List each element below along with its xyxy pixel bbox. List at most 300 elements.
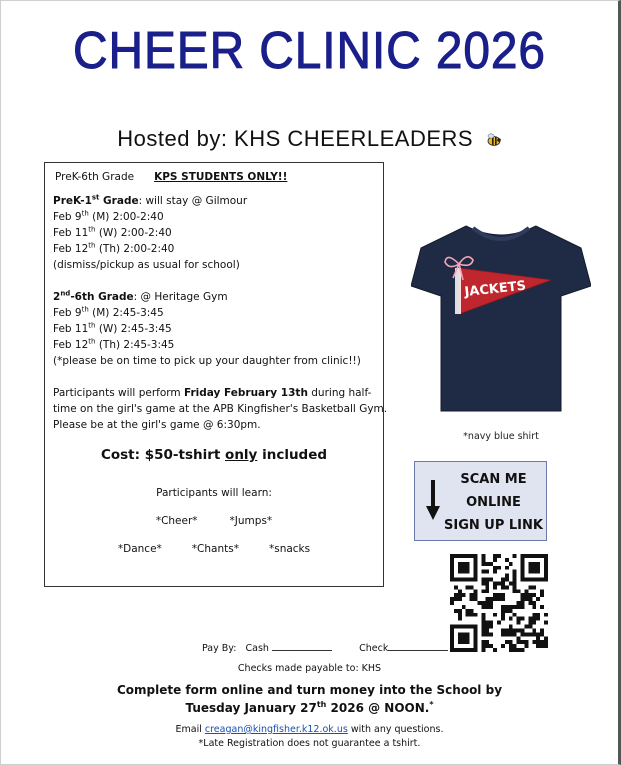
qr-module <box>536 632 540 636</box>
qr-module <box>462 593 466 597</box>
learn-item: *Chants* <box>191 543 239 555</box>
qr-module <box>540 644 544 648</box>
hosted-by <box>1 126 618 152</box>
qr-module <box>540 589 544 593</box>
deadline-star: * <box>429 700 434 709</box>
qr-module <box>474 613 478 617</box>
qr-module <box>493 593 497 597</box>
qr-module <box>521 632 525 636</box>
qr-module <box>536 644 540 648</box>
qr-module <box>528 621 532 625</box>
qr-module <box>474 628 478 632</box>
qr-module <box>470 597 474 601</box>
group2-heading-rest: : @ Heritage Gym <box>133 291 228 303</box>
qr-module <box>462 625 466 629</box>
qr-module <box>524 640 528 644</box>
qr-module <box>485 601 489 605</box>
qr-module <box>470 625 474 629</box>
qr-module <box>462 562 466 566</box>
qr-module <box>458 562 462 566</box>
qr-module <box>450 554 454 558</box>
qr-module <box>501 605 505 609</box>
qr-module <box>505 640 509 644</box>
qr-module <box>450 562 454 566</box>
qr-module <box>513 589 517 593</box>
qr-module <box>509 625 513 629</box>
session-time: (W) 2:00-2:40 <box>95 227 172 239</box>
qr-module <box>517 648 521 652</box>
qr-module <box>532 613 536 617</box>
qr-module <box>493 648 497 652</box>
qr-module <box>454 597 458 601</box>
qr-module <box>462 636 466 640</box>
session-date: Feb 12 <box>53 243 89 255</box>
qr-module <box>485 628 489 632</box>
qr-module <box>501 578 505 582</box>
qr-module <box>540 554 544 558</box>
group2-heading-bold: 2 <box>53 291 61 303</box>
info-box <box>44 162 388 587</box>
qr-module <box>521 617 525 621</box>
qr-module <box>497 581 501 585</box>
qr-module <box>517 601 521 605</box>
qr-module <box>540 628 544 632</box>
session-time: (M) 2:45-3:45 <box>88 307 164 319</box>
qr-module <box>513 632 517 636</box>
group1-session <box>53 241 375 257</box>
qr-module <box>524 632 528 636</box>
qr-module <box>481 625 485 629</box>
deadline-post: 2026 @ NOON. <box>326 701 430 715</box>
group1-session <box>53 225 375 241</box>
group2-heading <box>53 289 375 305</box>
perform-pre: Participants will perform <box>53 387 184 399</box>
qr-module <box>458 625 462 629</box>
qr-module <box>532 593 536 597</box>
group1-heading-bold: PreK-1 <box>53 195 92 207</box>
session-time: (Th) 2:45-3:45 <box>95 339 175 351</box>
qr-module <box>544 558 548 562</box>
qr-module <box>528 597 532 601</box>
perform-line1 <box>53 385 375 401</box>
qr-module <box>505 605 509 609</box>
qr-module <box>544 574 548 578</box>
qr-module <box>474 562 478 566</box>
qr-module <box>532 554 536 558</box>
email-line <box>1 724 618 735</box>
perform-date: Friday February 13th <box>183 387 308 399</box>
qr-module <box>458 636 462 640</box>
qr-module <box>544 644 548 648</box>
pennant-strip <box>455 268 461 314</box>
qr-module <box>528 617 532 621</box>
qr-module <box>501 585 505 589</box>
email-pre: Email <box>175 724 205 735</box>
qr-module <box>450 570 454 574</box>
session-sup: th <box>88 225 96 234</box>
session-date: Feb 11 <box>53 227 89 239</box>
learn-row-2 <box>53 541 375 557</box>
session-time: (W) 2:45-3:45 <box>95 323 172 335</box>
qr-module <box>481 554 485 558</box>
qr-module <box>466 566 470 570</box>
qr-module <box>458 640 462 644</box>
qr-module <box>509 632 513 636</box>
qr-module <box>513 648 517 652</box>
qr-module <box>521 566 525 570</box>
qr-module <box>458 648 462 652</box>
qr-module <box>450 640 454 644</box>
qr-module <box>501 632 505 636</box>
qr-module <box>470 593 474 597</box>
qr-module <box>532 632 536 636</box>
group1-note: (dismiss/pickup as usual for school) <box>53 259 240 271</box>
qr-module <box>474 636 478 640</box>
scan-line3: SIGN UP LINK <box>444 518 543 533</box>
qr-module <box>521 605 525 609</box>
qr-module <box>544 640 548 644</box>
qr-module <box>493 585 497 589</box>
qr-module <box>481 570 485 574</box>
qr-module <box>481 628 485 632</box>
qr-module <box>489 625 493 629</box>
qr-module <box>493 570 497 574</box>
qr-module <box>528 562 532 566</box>
qr-module <box>509 581 513 585</box>
qr-module <box>466 613 470 617</box>
qr-module <box>497 566 501 570</box>
qr-module <box>485 570 489 574</box>
scan-box <box>414 461 547 541</box>
qr-module <box>521 648 525 652</box>
qr-module <box>532 601 536 605</box>
qr-module <box>517 617 521 621</box>
qr-module <box>474 566 478 570</box>
kps-only: KPS STUDENTS ONLY!! <box>154 171 288 183</box>
qr-module <box>532 566 536 570</box>
qr-module <box>497 554 501 558</box>
qr-module <box>532 578 536 582</box>
qr-module <box>532 628 536 632</box>
qr-module <box>489 605 493 609</box>
qr-module <box>493 581 497 585</box>
qr-module <box>462 648 466 652</box>
qr-module <box>485 625 489 629</box>
qr-module <box>466 585 470 589</box>
qr-module <box>454 593 458 597</box>
qr-module <box>450 625 454 629</box>
qr-module <box>481 605 485 609</box>
qr-module <box>493 566 497 570</box>
qr-module <box>470 554 474 558</box>
perform-line2: time on the girl's game at the APB Kingfisher's Basketball Gym. <box>53 403 388 415</box>
qr-module <box>544 621 548 625</box>
qr-module <box>454 609 458 613</box>
qr-module <box>513 574 517 578</box>
qr-module <box>513 570 517 574</box>
qr-module <box>536 578 540 582</box>
qr-module <box>485 585 489 589</box>
spacer <box>53 369 375 385</box>
qr-module <box>509 628 513 632</box>
qr-module <box>458 609 462 613</box>
qr-module <box>513 605 517 609</box>
checks-payable: Checks made payable to: KHS <box>237 663 382 674</box>
group1-heading-sup: st <box>91 193 100 202</box>
qr-module <box>450 636 454 640</box>
qr-module <box>509 605 513 609</box>
scan-text <box>441 468 546 537</box>
qr-module <box>528 554 532 558</box>
qr-module <box>450 578 454 582</box>
qr-module <box>497 621 501 625</box>
qr-module <box>481 644 485 648</box>
qr-module <box>474 574 478 578</box>
qr-module <box>509 562 513 566</box>
qr-module <box>450 566 454 570</box>
qr-module <box>458 617 462 621</box>
qr-module <box>521 562 525 566</box>
qr-module <box>474 578 478 582</box>
qr-module <box>481 558 485 562</box>
qr-module <box>466 640 470 644</box>
qr-module <box>489 632 493 636</box>
cost-only: only <box>225 447 258 463</box>
session-sup: th <box>81 305 89 314</box>
qr-module <box>509 644 513 648</box>
qr-module <box>513 581 517 585</box>
qr-module <box>454 578 458 582</box>
qr-module <box>521 558 525 562</box>
qr-module <box>474 632 478 636</box>
qr-module <box>501 609 505 613</box>
group2-heading-sup: nd <box>60 289 71 298</box>
learn-item: *snacks <box>268 543 311 555</box>
learn-heading: Participants will learn: <box>156 487 272 499</box>
qr-module <box>513 613 517 617</box>
qr-module <box>485 605 489 609</box>
qr-module <box>505 628 509 632</box>
box-header <box>55 169 375 185</box>
email-link[interactable]: creagan@kingfisher.k12.ok.us <box>204 724 348 735</box>
qr-module <box>485 578 489 582</box>
qr-module <box>489 621 493 625</box>
qr-module <box>544 636 548 640</box>
shirt-caption: *navy blue shirt <box>463 431 539 442</box>
qr-module <box>540 640 544 644</box>
tshirt-image <box>411 216 591 416</box>
qr-module <box>458 593 462 597</box>
qr-module <box>521 554 525 558</box>
qr-module <box>524 589 528 593</box>
check-blank[interactable] <box>388 640 448 651</box>
complete-line1: Complete form online and turn money into the School by <box>116 683 503 697</box>
qr-module <box>544 613 548 617</box>
qr-module <box>485 644 489 648</box>
qr-module <box>450 597 454 601</box>
scan-line2: ONLINE <box>466 495 521 510</box>
qr-module <box>517 621 521 625</box>
qr-module <box>470 613 474 617</box>
session-sup: th <box>81 209 89 218</box>
qr-module <box>540 578 544 582</box>
session-date: Feb 12 <box>53 339 89 351</box>
qr-module <box>524 644 528 648</box>
qr-module <box>454 648 458 652</box>
qr-module <box>485 581 489 585</box>
learn-item: *Dance* <box>117 543 162 555</box>
qr-module <box>466 578 470 582</box>
qr-module <box>505 609 509 613</box>
qr-module <box>517 640 521 644</box>
pay-by-row <box>202 640 448 654</box>
qr-module <box>450 628 454 632</box>
qr-module <box>462 570 466 574</box>
complete-line2 <box>1 699 618 717</box>
qr-module <box>474 648 478 652</box>
qr-module <box>501 581 505 585</box>
qr-module <box>501 613 505 617</box>
qr-module <box>485 562 489 566</box>
qr-module <box>544 554 548 558</box>
group1-heading-rest: : will stay @ Gilmour <box>138 195 248 207</box>
qr-module <box>509 617 513 621</box>
qr-module <box>521 593 525 597</box>
qr-module <box>517 589 521 593</box>
group1-heading <box>53 193 375 209</box>
qr-module <box>470 578 474 582</box>
qr-module <box>458 570 462 574</box>
qr-module <box>544 566 548 570</box>
qr-module <box>521 601 525 605</box>
qr-module <box>540 605 544 609</box>
qr-module <box>528 601 532 605</box>
qr-module <box>489 601 493 605</box>
qr-module <box>501 644 505 648</box>
qr-module <box>521 628 525 632</box>
learn-item: *Cheer* <box>155 515 198 527</box>
qr-module <box>474 644 478 648</box>
qr-module <box>532 605 536 609</box>
qr-module <box>517 628 521 632</box>
qr-module <box>532 562 536 566</box>
late-note: *Late Registration does not guarantee a tshirt. <box>198 738 421 749</box>
qr-module <box>470 648 474 652</box>
qr-module <box>454 585 458 589</box>
qr-module <box>462 554 466 558</box>
qr-module <box>489 578 493 582</box>
spacer <box>53 273 375 289</box>
qr-module <box>481 562 485 566</box>
qr-module <box>505 566 509 570</box>
qr-module <box>497 597 501 601</box>
qr-module <box>536 554 540 558</box>
qr-code[interactable] <box>450 554 548 652</box>
group1-heading-bold2: Grade <box>99 195 139 207</box>
cash-blank[interactable] <box>272 640 332 651</box>
qr-module <box>466 562 470 566</box>
qr-module <box>493 597 497 601</box>
cost-post: included <box>257 447 328 463</box>
learn-item: *Jumps* <box>229 515 273 527</box>
qr-module <box>470 585 474 589</box>
session-date: Feb 11 <box>53 323 89 335</box>
qr-module <box>536 570 540 574</box>
qr-module <box>536 613 540 617</box>
group2-session <box>53 305 375 321</box>
qr-module <box>462 632 466 636</box>
bee-icon <box>484 133 502 147</box>
qr-module <box>481 581 485 585</box>
qr-module <box>481 640 485 644</box>
qr-module <box>536 636 540 640</box>
qr-module <box>536 597 540 601</box>
deadline-pre: Tuesday January 27 <box>185 701 317 715</box>
qr-module <box>450 644 454 648</box>
email-post: with any questions. <box>347 724 444 735</box>
qr-module <box>501 593 505 597</box>
cost-pre: Cost: $50-tshirt <box>100 447 226 463</box>
session-date: Feb 9 <box>53 211 82 223</box>
session-sup: th <box>88 241 96 250</box>
qr-module <box>493 613 497 617</box>
pay-cash-label: Cash <box>245 643 269 654</box>
qr-module <box>521 574 525 578</box>
qr-module <box>532 640 536 644</box>
qr-module <box>544 578 548 582</box>
qr-module <box>481 617 485 621</box>
qr-module <box>462 605 466 609</box>
qr-module <box>466 625 470 629</box>
perform-line3: Please be at the girl's game @ 6:30pm. <box>53 419 261 431</box>
qr-module <box>474 554 478 558</box>
qr-module <box>466 609 470 613</box>
qr-module <box>501 597 505 601</box>
qr-module <box>513 578 517 582</box>
complete-instructions <box>1 681 618 717</box>
tshirt-body <box>411 226 591 411</box>
session-date: Feb 9 <box>53 307 82 319</box>
qr-module <box>513 585 517 589</box>
qr-module <box>505 578 509 582</box>
qr-module <box>532 570 536 574</box>
qr-module <box>458 632 462 636</box>
qr-module <box>536 617 540 621</box>
qr-module <box>528 625 532 629</box>
qr-module <box>462 640 466 644</box>
qr-module <box>513 554 517 558</box>
learn-row-1 <box>53 513 375 529</box>
qr-module <box>470 609 474 613</box>
grade-range: PreK-6th Grade <box>55 171 135 183</box>
qr-module <box>505 585 509 589</box>
qr-module <box>489 562 493 566</box>
qr-module <box>481 621 485 625</box>
qr-module <box>524 597 528 601</box>
qr-module <box>501 628 505 632</box>
group2-session <box>53 337 375 353</box>
qr-module <box>462 566 466 570</box>
qr-module <box>521 640 525 644</box>
qr-module <box>474 597 478 601</box>
qr-module <box>521 578 525 582</box>
qr-module <box>458 597 462 601</box>
qr-module <box>493 554 497 558</box>
qr-module <box>513 628 517 632</box>
qr-module <box>485 632 489 636</box>
deadline-sup: th <box>316 700 327 709</box>
qr-module <box>481 648 485 652</box>
